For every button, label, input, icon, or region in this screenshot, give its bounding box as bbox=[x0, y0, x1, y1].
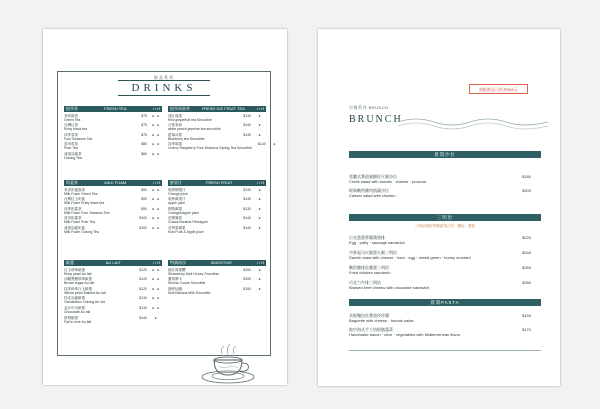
drink-price: $130 bbox=[243, 187, 251, 192]
brunch-name-zh: 長棍麵包佐番茄莎莎醬 bbox=[349, 313, 389, 318]
drinks-section-header bbox=[64, 180, 162, 186]
drink-item bbox=[168, 216, 266, 224]
drink-name-zh: 桂花烏龍歐蕾 bbox=[64, 296, 85, 301]
section-title-en: SMOOTHIE bbox=[210, 260, 232, 265]
drink-price: $75 bbox=[141, 113, 147, 118]
section-title-en: MILK FOAM bbox=[104, 180, 127, 185]
drink-name-en: Milk Foam Ruby black tea bbox=[64, 201, 105, 206]
section-title-en: FRESH TEA bbox=[104, 106, 127, 111]
drink-name-en: Orange&Apple juice bbox=[168, 210, 200, 215]
temperature-dots: ● ● bbox=[151, 132, 161, 137]
drink-name-en: Chocolate Au lait bbox=[64, 309, 91, 314]
brunch-name-en: Egg · patty · sausage sandwich bbox=[349, 240, 405, 246]
drink-price: $90 bbox=[141, 187, 147, 192]
temperature-dots: ● bbox=[258, 132, 262, 137]
drink-name-zh: 四季春茶 bbox=[64, 132, 78, 137]
drink-name-en: Cherry Raspberry Four Seasons Spring Tea Smoothie bbox=[168, 146, 252, 151]
drink-price: $150 bbox=[243, 286, 251, 291]
drink-name-zh: 普洱青茶 bbox=[64, 142, 78, 147]
drink-name-en: Fall in love Au lait bbox=[64, 319, 92, 324]
drink-name-en: Four Seasons Tea bbox=[64, 136, 93, 141]
temperature-dots: ● ● bbox=[151, 151, 161, 156]
section-title-zh: 提草冰果茶 bbox=[170, 106, 190, 111]
drink-name-en: Apple juice bbox=[168, 201, 186, 206]
drink-price: $150 bbox=[243, 277, 251, 282]
drink-name-en: Ruby black tea bbox=[64, 127, 88, 132]
drinks-section-au-lait bbox=[64, 260, 162, 324]
drink-name-zh: 柳橙蘋果 bbox=[168, 206, 182, 211]
section-title-zh: 奶蓋茶 bbox=[66, 180, 78, 185]
section-title-en: FRESH FRUIT bbox=[206, 180, 233, 185]
bottom-divider bbox=[349, 350, 541, 351]
drink-name-zh: 紅玉珍珠歐蕾 bbox=[64, 267, 85, 272]
drinks-section-header bbox=[168, 106, 266, 112]
drink-price: $80 bbox=[141, 142, 147, 147]
drink-name-en: Milk Foam Puer Tea bbox=[64, 220, 96, 225]
brunch-price: $240 bbox=[522, 250, 531, 255]
brunch-name-en: Handmade bacon · olive · vegetables with Midtterrenean flavor bbox=[349, 332, 461, 338]
drink-price: $120 bbox=[139, 277, 147, 282]
drink-item bbox=[168, 123, 266, 131]
drink-item bbox=[64, 197, 162, 205]
section-title-en: FRESH ICE FRUIT TEA bbox=[201, 106, 245, 111]
drink-name-zh: 台灣紅茶 bbox=[64, 123, 78, 128]
drink-name-en: Ruby pearl Au lait bbox=[64, 271, 92, 276]
drink-name-zh: 熱帶歐蕾 bbox=[64, 315, 78, 320]
temperature-dots: ● ● bbox=[151, 225, 161, 230]
section-title-zh: 提草茶 bbox=[66, 106, 78, 111]
brunch-price: $170 bbox=[522, 327, 531, 332]
temperature-dots: ● ● bbox=[151, 187, 161, 192]
drink-item bbox=[64, 207, 162, 215]
drinks-subtitle: 飲品系列 bbox=[154, 75, 174, 80]
drink-price: $140 bbox=[243, 216, 251, 221]
temperature-dots: ● bbox=[258, 123, 262, 128]
brunch-price: $150 bbox=[522, 313, 531, 318]
drink-price: $90 bbox=[141, 206, 147, 211]
section-columns: I / H bbox=[256, 106, 264, 111]
drink-item bbox=[64, 268, 162, 276]
drink-name-zh: 四季奶蓋茶 bbox=[64, 206, 82, 211]
section-columns: I / H bbox=[152, 106, 160, 111]
drink-name-zh: 芭樂鳳梨 bbox=[168, 216, 182, 221]
brunch-item bbox=[349, 188, 531, 198]
drink-price: $130 bbox=[243, 132, 251, 137]
drinks-section-milk bbox=[64, 180, 162, 234]
drink-name-zh: 沖繩黑糖珍珠歐蕾 bbox=[64, 277, 92, 282]
drink-price: $140 bbox=[257, 142, 266, 147]
drink-price: $90 bbox=[141, 197, 147, 202]
drinks-section-header bbox=[168, 260, 266, 266]
discount-badge: 搭配飲品可折扣$50元 bbox=[469, 84, 528, 94]
drink-name-en: Oolong Tea bbox=[64, 155, 82, 160]
drink-name-en: Blueberry tea Smoothie bbox=[168, 136, 205, 141]
brunch-name-zh: 經典嫩煎雞肉凱薩沙拉 bbox=[349, 188, 389, 193]
section-title-zh: 歐蕾 bbox=[66, 260, 74, 265]
drink-price: $130 bbox=[243, 197, 251, 202]
temperature-dots: ● ● bbox=[151, 142, 161, 147]
temperature-dots: ● bbox=[154, 315, 158, 320]
brunch-price: $280 bbox=[522, 280, 531, 285]
drink-name-en: Kiwi Fruit & Apple juice bbox=[168, 229, 204, 234]
drinks-section-header bbox=[168, 180, 266, 186]
drink-name-zh: 凍頂烏龍奶蓋 bbox=[64, 225, 85, 230]
brunch-menu-page bbox=[318, 29, 560, 386]
brunch-item bbox=[349, 174, 531, 184]
drink-name-zh: 金沙可可歐蕾 bbox=[64, 305, 85, 310]
brunch-name-en: Baguette with cheese · tomato salsa bbox=[349, 318, 414, 324]
brunch-price: $180 bbox=[522, 174, 531, 179]
drink-price: $80 bbox=[141, 151, 147, 156]
drink-item bbox=[64, 277, 162, 285]
drink-name-zh: 普洱奶蓋茶 bbox=[64, 216, 82, 221]
drink-name-zh: 藍莓冰果 bbox=[168, 132, 182, 137]
drink-item bbox=[64, 226, 162, 234]
drink-price: $100 bbox=[139, 225, 147, 230]
brunch-item bbox=[349, 265, 531, 275]
drink-name-zh: 奇異果蘋果 bbox=[168, 225, 186, 230]
drink-name-zh: 台灣紅玉奶蓋 bbox=[64, 197, 85, 202]
drink-name-en: Guava Banana Pineapple bbox=[168, 220, 208, 225]
temperature-dots: ● bbox=[258, 286, 262, 291]
drink-item bbox=[168, 268, 266, 276]
brunch-item bbox=[349, 280, 531, 290]
wave-divider-icon bbox=[398, 113, 548, 131]
drink-item bbox=[64, 123, 162, 131]
drink-price: $130 bbox=[243, 113, 251, 118]
drink-price: $120 bbox=[139, 286, 147, 291]
temperature-dots: ● ● bbox=[151, 113, 161, 118]
drink-price: $150 bbox=[243, 267, 251, 272]
drinks-section-fruit-tea bbox=[168, 106, 277, 151]
temperature-dots: ● bbox=[258, 277, 262, 282]
section-columns: I / H bbox=[152, 180, 160, 185]
brunch-name-zh: 希臘式番茄風醋佐火腿沙拉 bbox=[349, 174, 397, 179]
drinks-title: DRINKS bbox=[118, 80, 210, 96]
drinks-menu-frame bbox=[57, 71, 277, 356]
drink-item bbox=[64, 316, 162, 324]
temperature-dots: ● bbox=[258, 197, 262, 202]
drink-name-en: white peach jasmine tea smoothie bbox=[168, 127, 221, 132]
drink-name-zh: 茉莉綠茶 bbox=[64, 113, 78, 118]
temperature-dots: ● bbox=[258, 225, 262, 230]
drink-price: $75 bbox=[141, 132, 147, 137]
drink-item bbox=[64, 296, 162, 304]
drink-item bbox=[64, 152, 162, 160]
drink-name-en: Osmanthus Oolong Au lait bbox=[64, 300, 105, 305]
section-columns: I / H bbox=[256, 260, 264, 265]
drink-item bbox=[168, 114, 266, 122]
brunch-price: $260 bbox=[522, 265, 531, 270]
brunch-name-en: Fried chicken sandwich bbox=[349, 270, 391, 276]
brunch-item bbox=[349, 235, 531, 245]
temperature-dots: ● bbox=[258, 206, 262, 211]
pasta-section-band: 晨間PASTA bbox=[349, 299, 541, 306]
drink-price: $140 bbox=[139, 315, 147, 320]
drink-item bbox=[168, 142, 277, 151]
drink-price: $120 bbox=[139, 267, 147, 272]
brunch-name-zh: 嫩煎雞排佐雞蛋三明治 bbox=[349, 265, 389, 270]
temperature-dots: ● bbox=[258, 267, 262, 272]
brunch-name-en: Danish toast with cheese · ham · egg · mixed green · honey mustard bbox=[349, 255, 471, 261]
drink-item bbox=[64, 142, 162, 150]
drink-name-en: Puer Tea bbox=[64, 146, 78, 151]
drink-price: $140 bbox=[243, 123, 251, 128]
drink-item bbox=[168, 188, 266, 196]
teapot-illustration-icon bbox=[200, 340, 256, 384]
drink-name-en: Milk Foam Green Tea bbox=[64, 191, 98, 196]
salad-section-band: 晨間沙拉 bbox=[349, 151, 541, 158]
drink-name-zh: 現榨柳橙汁 bbox=[168, 187, 186, 192]
temperature-dots: ● ● bbox=[151, 296, 161, 301]
drinks-section-fresh-fruit bbox=[168, 180, 266, 234]
drink-price: $140 bbox=[243, 225, 251, 230]
drink-name-zh: 茉香奶蓋綠茶 bbox=[64, 187, 85, 192]
temperature-dots: ● ● bbox=[151, 277, 161, 282]
drink-name-zh: 現榨蘋果汁 bbox=[168, 197, 186, 202]
brunch-price: $220 bbox=[522, 235, 531, 240]
drink-name-en: Milk Foam Oolong Tea bbox=[64, 229, 99, 234]
drink-price: $130 bbox=[139, 296, 147, 301]
temperature-dots: ● ● bbox=[151, 216, 161, 221]
brunch-name-zh: 丹麥起司火腿蛋火腿三明治 bbox=[349, 250, 397, 255]
drink-name-en: Whole pearl Matcha Au lait bbox=[64, 290, 106, 295]
temperature-dots: ● bbox=[273, 142, 277, 147]
drinks-section-smoothie bbox=[168, 260, 266, 295]
drink-name-en: Strawberry Kiwi Honey Smoothie bbox=[168, 271, 220, 276]
brunch-item bbox=[349, 327, 531, 337]
drink-price: $130 bbox=[243, 206, 251, 211]
brunch-subtitle: 早餐系列 BRUNCH bbox=[349, 105, 389, 110]
brunch-name-en: Creek salad with tomato · cheese · prosciut bbox=[349, 179, 426, 185]
section-title-zh: 鮮果汁 bbox=[170, 180, 182, 185]
drink-item bbox=[64, 306, 162, 314]
drink-item bbox=[168, 277, 266, 285]
drink-name-zh: 綠野仙蹤 bbox=[168, 286, 182, 291]
drink-name-zh: 抹茶珍珠白玉歐蕾 bbox=[64, 286, 92, 291]
temperature-dots: ● ● bbox=[151, 305, 161, 310]
drink-item bbox=[64, 188, 162, 196]
drink-price: $130 bbox=[139, 305, 147, 310]
drink-item bbox=[64, 287, 162, 295]
brunch-name-zh: 地中海式手工培根燉蔬菜 bbox=[349, 327, 393, 332]
drinks-section-tea bbox=[64, 106, 162, 160]
sandwich-section-band: 三明治 bbox=[349, 214, 541, 221]
section-columns: I / H bbox=[256, 180, 264, 185]
drink-name-zh: 濃情摩卡 bbox=[168, 277, 182, 282]
drinks-section-header bbox=[64, 106, 162, 112]
temperature-dots: ● bbox=[258, 216, 262, 221]
drink-price: $75 bbox=[141, 123, 147, 128]
drink-name-zh: 白桃茉莉 bbox=[168, 123, 182, 128]
temperature-dots: ● ● bbox=[151, 286, 161, 291]
brunch-name-en: Braised beef cheeks with chocolate sandwich bbox=[349, 285, 430, 291]
temperature-dots: ● bbox=[258, 113, 262, 118]
brunch-name-en: Caesar salad with chicken bbox=[349, 193, 396, 199]
temperature-dots: ● ● bbox=[151, 197, 161, 202]
drink-item bbox=[168, 226, 266, 234]
drink-item bbox=[64, 216, 162, 224]
section-columns: I / H bbox=[152, 260, 160, 265]
drink-name-en: Milk Foam Four Seasons Tea bbox=[64, 210, 110, 215]
drink-item bbox=[64, 133, 162, 141]
drink-name-en: Red grapefruit tea Smoothie bbox=[168, 117, 212, 122]
brunch-price: $200 bbox=[522, 188, 531, 193]
drink-name-en: Mocha Cocoa Smoothie bbox=[168, 281, 206, 286]
drink-name-en: Orange juice bbox=[168, 191, 188, 196]
drinks-menu-page bbox=[43, 29, 287, 385]
drink-name-zh: 四季莓果 bbox=[168, 142, 182, 147]
drink-item bbox=[168, 287, 266, 295]
drink-price: $100 bbox=[139, 216, 147, 221]
brunch-title: BRUNCH bbox=[349, 114, 403, 125]
drink-name-zh: 漾紅莓果 bbox=[168, 113, 182, 118]
brunch-name-zh: 巧克力牛排三明治 bbox=[349, 280, 381, 285]
drink-item bbox=[64, 114, 162, 122]
drink-name-zh: 凍頂烏龍茶 bbox=[64, 151, 82, 156]
brunch-item bbox=[349, 313, 531, 323]
temperature-dots: ● ● bbox=[151, 267, 161, 272]
drink-name-zh: 綠紅莓果釀 bbox=[168, 267, 186, 272]
drink-item bbox=[168, 207, 266, 215]
temperature-dots: ● bbox=[258, 187, 262, 192]
drinks-section-header bbox=[64, 260, 162, 266]
temperature-dots: ● ● bbox=[151, 123, 161, 128]
drink-name-en: Green Tea bbox=[64, 117, 81, 122]
sandwich-note: 三明治搭配季節蔬菜沙拉 · 麵包 · 蛋糕 bbox=[414, 224, 476, 228]
drink-item bbox=[168, 133, 266, 141]
drink-name-en: Kiwi Banana Milk Smoothie bbox=[168, 290, 211, 295]
temperature-dots: ● ● bbox=[151, 206, 161, 211]
drink-name-en: Brown sugar Au lait bbox=[64, 281, 95, 286]
section-title-zh: 特調冰沙 bbox=[170, 260, 186, 265]
brunch-name-zh: 日光蛋蛋香腸漢堡排 bbox=[349, 235, 385, 240]
drink-item bbox=[168, 197, 266, 205]
brunch-item bbox=[349, 250, 531, 260]
section-title-en: AU LAIT bbox=[105, 260, 121, 265]
